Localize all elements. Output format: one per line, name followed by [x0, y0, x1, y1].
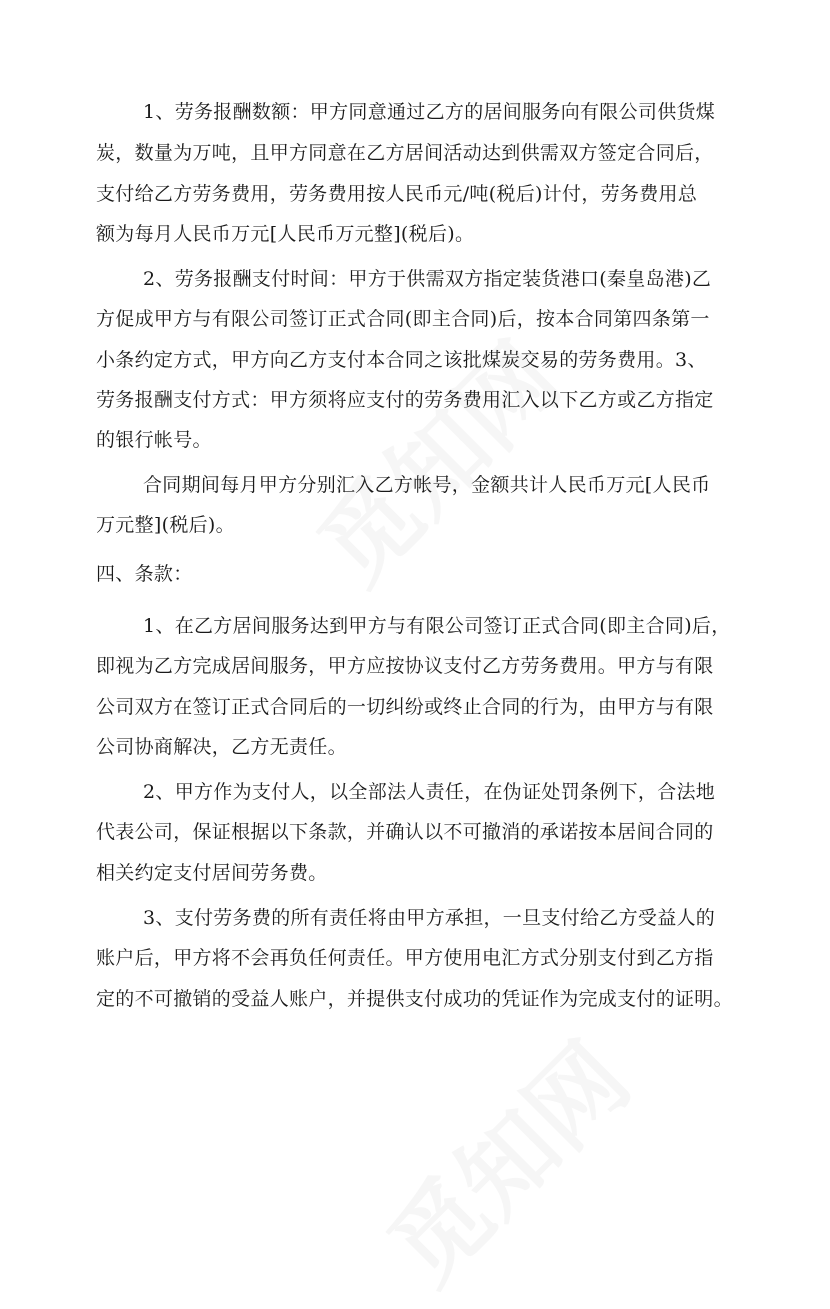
- text-line: 炭，数量为万吨，且甲方同意在乙方居间活动达到供需双方签定合同后，: [96, 142, 714, 164]
- text-line: 的银行帐号。: [96, 429, 212, 451]
- text-line: 1、在乙方居间服务达到甲方与有限公司签订正式合同(即主合同)后，: [143, 615, 731, 637]
- text-line: 方促成甲方与有限公司签订正式合同(即主合同)后，按本合同第四条第一: [96, 308, 710, 330]
- text-line: 合同期间每月甲方分别汇入乙方帐号，金额共计人民币万元[人民币: [143, 474, 711, 496]
- text-line: 公司协商解决，乙方无责任。: [96, 736, 347, 758]
- text-line: 万元整](税后)。: [96, 514, 235, 536]
- text-line: 小条约定方式，甲方向乙方支付本合同之该批煤炭交易的劳务费用。3、: [96, 349, 707, 371]
- text-line: 定的不可撤销的受益人账户，并提供支付成功的凭证作为完成支付的证明。: [96, 988, 733, 1010]
- text-line: 额为每月人民币万元[人民币万元整](税后)。: [96, 223, 475, 245]
- text-line: 2、劳务报酬支付时间：甲方于供需双方指定装货港口(秦皇岛港)乙: [143, 268, 712, 290]
- text-line: 公司双方在签订正式合同后的一切纠纷或终止合同的行为，由甲方与有限: [96, 696, 714, 718]
- text-line: 代表公司，保证根据以下条款，并确认以不可撤消的承诺按本居间合同的: [96, 821, 714, 843]
- text-line: 劳务报酬支付方式：甲方须将应支付的劳务费用汇入以下乙方或乙方指定: [96, 389, 714, 411]
- text-line: 相关约定支付居间劳务费。: [96, 862, 328, 884]
- watermark: [354, 1008, 655, 1309]
- text-line: 2、甲方作为支付人，以全部法人责任，在伪证处罚条例下，合法地: [143, 781, 716, 803]
- text-line: 账户后，甲方将不会再负任何责任。甲方使用电汇方式分别支付到乙方指: [96, 947, 714, 969]
- text-line: 即视为乙方完成居间服务，甲方应按协议支付乙方劳务费用。甲方与有限: [96, 655, 714, 677]
- text-line: 1、劳务报酬数额：甲方同意通过乙方的居间服务向有限公司供货煤: [143, 101, 716, 123]
- text-line: 支付给乙方劳务费用，劳务费用按人民币元/吨(税后)计付，劳务费用总: [96, 183, 698, 205]
- text-line: 3、支付劳务费的所有责任将由甲方承担，一旦支付给乙方受益人的: [143, 907, 716, 929]
- section-heading: 四、条款：: [96, 563, 193, 585]
